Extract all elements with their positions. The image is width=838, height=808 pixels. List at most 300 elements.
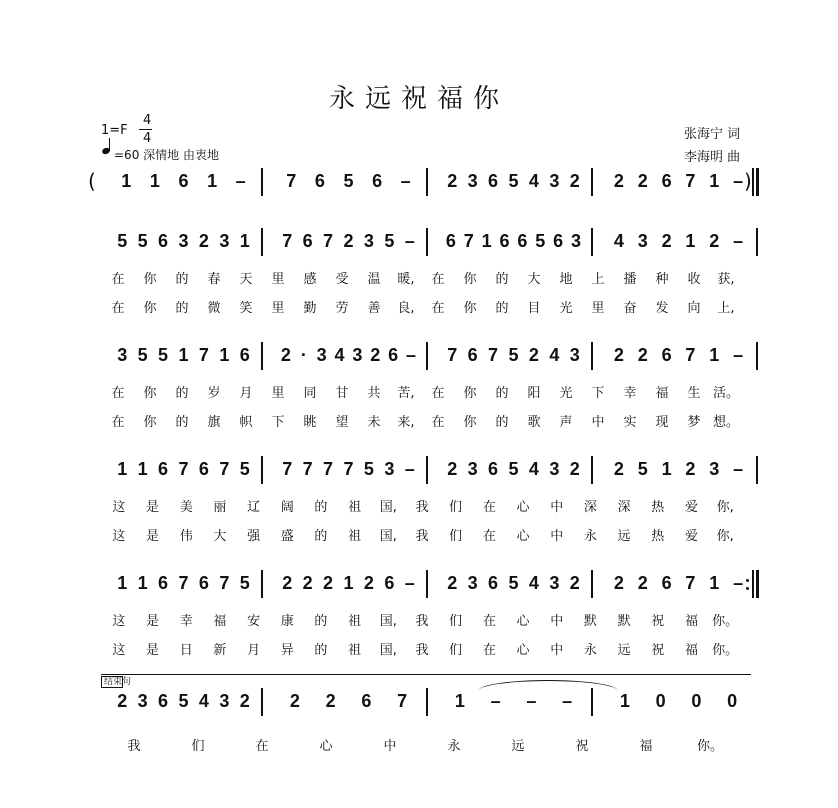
note: 1 xyxy=(137,573,148,593)
lyric-syllable: 中 xyxy=(550,614,564,629)
lyric-syllable: 你。 xyxy=(712,643,739,658)
lyric-syllable: 国, xyxy=(379,614,397,629)
note: 6 xyxy=(553,231,564,251)
volta-line xyxy=(101,674,751,675)
note: 6 xyxy=(467,345,478,365)
note: 7 xyxy=(685,345,696,365)
note: 1 xyxy=(481,231,492,251)
note: 6 xyxy=(384,573,395,593)
lyric-syllable: 是 xyxy=(146,643,160,658)
lyric-syllable: 祖 xyxy=(348,529,362,544)
note: 7 xyxy=(685,171,696,191)
note: 2 xyxy=(447,459,458,479)
note: 5 xyxy=(508,171,519,191)
lyrics-line xyxy=(90,496,755,516)
note: 7 xyxy=(282,459,293,479)
note: 2 xyxy=(198,231,209,251)
note: 6 xyxy=(661,573,672,593)
lyric-syllable: 声 xyxy=(559,415,573,430)
note: 2 xyxy=(569,459,580,479)
lyric-syllable: 在 xyxy=(482,614,496,629)
note: 2 xyxy=(117,691,128,711)
barline xyxy=(426,570,428,598)
note: 7 xyxy=(286,171,297,191)
lyric-syllable: 收 xyxy=(687,272,701,287)
lyric-syllable: 我 xyxy=(127,739,141,754)
lyric-syllable: 默 xyxy=(583,614,597,629)
note: 7 xyxy=(685,573,696,593)
note: 3 xyxy=(219,231,230,251)
barline xyxy=(591,168,593,196)
note: 7 xyxy=(323,231,334,251)
lyric-syllable: 下 xyxy=(271,415,285,430)
note: · xyxy=(300,345,307,365)
lyric-syllable: 美 xyxy=(179,500,193,515)
lyric-syllable: 的 xyxy=(175,301,189,316)
note: – xyxy=(733,345,744,365)
note: 1 xyxy=(619,691,630,711)
note: 3 xyxy=(709,459,720,479)
note: 3 xyxy=(219,691,230,711)
note: 5 xyxy=(508,573,519,593)
lyric-syllable: 的 xyxy=(314,643,328,658)
note: 6 xyxy=(388,345,399,365)
note: 3 xyxy=(467,171,478,191)
note: 1 xyxy=(149,171,160,191)
lyric-syllable: 在 xyxy=(482,500,496,515)
barline xyxy=(261,570,263,598)
note: 6 xyxy=(302,231,313,251)
note: 5 xyxy=(363,459,374,479)
note: 5 xyxy=(637,459,648,479)
lyric-syllable: 天 xyxy=(239,272,253,287)
song-title: 永远祝福你 xyxy=(328,84,509,114)
note: 7 xyxy=(447,345,458,365)
lyric-syllable: 里 xyxy=(591,301,605,316)
note: 5 xyxy=(384,231,395,251)
lyric-syllable: 新 xyxy=(213,643,227,658)
lyric-syllable: 你, xyxy=(716,500,734,515)
lyric-syllable: 这 xyxy=(112,500,126,515)
lyric-syllable: 在 xyxy=(431,301,445,316)
note: 1 xyxy=(709,171,720,191)
note: 2 xyxy=(325,691,336,711)
note: 1 xyxy=(117,459,128,479)
note: 2 xyxy=(447,573,458,593)
note: – xyxy=(733,171,744,191)
lyric-syllable: 祝 xyxy=(651,614,665,629)
note: 4 xyxy=(528,573,539,593)
note: 6 xyxy=(445,231,456,251)
lyric-syllable: 深 xyxy=(617,500,631,515)
note: – xyxy=(733,231,744,251)
note: 5 xyxy=(535,231,546,251)
lyric-syllable: 暖, xyxy=(397,272,415,287)
barline xyxy=(426,342,428,370)
note: 5 xyxy=(158,345,169,365)
note: 6 xyxy=(178,171,189,191)
lyric-syllable: 是 xyxy=(146,614,160,629)
lyricist-credit: 张海宁 词 xyxy=(684,127,741,142)
note: 3 xyxy=(467,459,478,479)
lyric-syllable: 梦 xyxy=(687,415,701,430)
lyric-syllable: 受 xyxy=(335,272,349,287)
note: 2 xyxy=(709,231,720,251)
note: 6 xyxy=(158,231,169,251)
lyric-syllable: 良, xyxy=(397,301,415,316)
note: 7 xyxy=(343,459,354,479)
lyric-syllable: 们 xyxy=(449,614,463,629)
notation-row xyxy=(90,168,755,196)
note: 5 xyxy=(239,573,250,593)
note: 6 xyxy=(372,171,383,191)
note: 2 xyxy=(613,345,624,365)
lyric-syllable: 获, xyxy=(717,272,735,287)
note: 5 xyxy=(343,171,354,191)
lyric-syllable: 们 xyxy=(191,739,205,754)
note: 7 xyxy=(198,345,209,365)
lyric-syllable: 心 xyxy=(516,614,530,629)
time-signature-numerator: 4 xyxy=(143,113,152,128)
note: 5 xyxy=(117,231,128,251)
barline xyxy=(591,456,593,484)
lyric-syllable: 福 xyxy=(639,739,653,754)
lyrics-line xyxy=(90,610,755,630)
lyric-syllable: 康 xyxy=(280,614,294,629)
barline xyxy=(426,456,428,484)
note: 3 xyxy=(316,345,327,365)
lyric-syllable: 大 xyxy=(213,529,227,544)
note: 2 xyxy=(613,573,624,593)
note: – xyxy=(733,459,744,479)
lyric-syllable: 光 xyxy=(559,386,573,401)
note: 7 xyxy=(282,231,293,251)
lyric-syllable: 在 xyxy=(431,386,445,401)
note: 1 xyxy=(117,573,128,593)
barline xyxy=(426,228,428,256)
lyric-syllable: 祝 xyxy=(651,643,665,658)
lyric-syllable: 下 xyxy=(591,386,605,401)
note: 7 xyxy=(219,459,230,479)
lyric-syllable: 春 xyxy=(207,272,221,287)
note: 4 xyxy=(528,171,539,191)
note: 2 xyxy=(323,573,334,593)
repeat-dot xyxy=(746,587,749,590)
lyric-syllable: 生 xyxy=(687,386,701,401)
lyric-syllable: 心 xyxy=(516,529,530,544)
lyrics-line xyxy=(90,411,755,431)
lyric-syllable: 上 xyxy=(591,272,605,287)
lyric-syllable: 中 xyxy=(591,415,605,430)
note: 2 xyxy=(528,345,539,365)
note: 3 xyxy=(137,691,148,711)
note: 3 xyxy=(384,459,395,479)
lyric-syllable: 在 xyxy=(111,415,125,430)
note: 6 xyxy=(158,573,169,593)
lyric-syllable: 的 xyxy=(175,415,189,430)
time-signature-line xyxy=(139,129,152,130)
lyric-syllable: 日 xyxy=(179,643,193,658)
note: 1 xyxy=(454,691,465,711)
note: 7 xyxy=(323,459,334,479)
lyric-syllable: 的 xyxy=(314,614,328,629)
lyric-syllable: 实 xyxy=(623,415,637,430)
barline xyxy=(261,342,263,370)
lyric-syllable: 的 xyxy=(175,386,189,401)
lyric-syllable: 苦, xyxy=(397,386,415,401)
lyric-syllable: 在 xyxy=(111,301,125,316)
lyric-syllable: 在 xyxy=(482,643,496,658)
lyric-syllable: 福 xyxy=(655,386,669,401)
note: 1 xyxy=(121,171,132,191)
lyric-syllable: 你 xyxy=(463,415,477,430)
lyric-syllable: 的 xyxy=(175,272,189,287)
lyric-syllable: 幸 xyxy=(623,386,637,401)
note: 7 xyxy=(219,573,230,593)
lyrics-line xyxy=(90,525,755,545)
lyric-syllable: 里 xyxy=(271,272,285,287)
lyric-syllable: 在 xyxy=(482,529,496,544)
note: 2 xyxy=(447,171,458,191)
note: – xyxy=(404,459,415,479)
note: 1 xyxy=(219,345,230,365)
lyric-syllable: 月 xyxy=(247,643,261,658)
lyric-syllable: 国, xyxy=(379,529,397,544)
lyric-syllable: 爱 xyxy=(684,500,698,515)
lyric-syllable: 望 xyxy=(335,415,349,430)
note: 1 xyxy=(709,345,720,365)
lyric-syllable: 温 xyxy=(367,272,381,287)
note: 4 xyxy=(613,231,624,251)
note: 1 xyxy=(137,459,148,479)
lyric-syllable: 默 xyxy=(617,614,631,629)
lyric-syllable: 在 xyxy=(255,739,269,754)
note: 3 xyxy=(549,573,560,593)
barline xyxy=(426,168,428,196)
barline xyxy=(426,688,428,716)
lyric-syllable: 播 xyxy=(623,272,637,287)
lyric-syllable: 国, xyxy=(379,500,397,515)
note: 2 xyxy=(280,345,291,365)
note: – xyxy=(733,573,744,593)
note: 6 xyxy=(314,171,325,191)
lyric-syllable: 来, xyxy=(397,415,415,430)
note: 5 xyxy=(239,459,250,479)
lyric-syllable: 你 xyxy=(143,301,157,316)
lyric-syllable: 你 xyxy=(463,301,477,316)
note: 1 xyxy=(343,573,354,593)
note: 6 xyxy=(198,573,209,593)
lyric-syllable: 深 xyxy=(583,500,597,515)
volta-label: 结束句 xyxy=(104,677,132,687)
lyric-syllable: 向 xyxy=(687,301,701,316)
note: 3 xyxy=(117,345,128,365)
note: 2 xyxy=(637,573,648,593)
lyric-syllable: 的 xyxy=(314,500,328,515)
open-paren: ( xyxy=(88,169,96,193)
lyric-syllable: 歌 xyxy=(527,415,541,430)
lyric-syllable: 在 xyxy=(431,415,445,430)
lyric-syllable: 你 xyxy=(463,272,477,287)
note: 6 xyxy=(488,171,499,191)
lyric-syllable: 在 xyxy=(431,272,445,287)
note: 5 xyxy=(508,459,519,479)
lyric-syllable: 上, xyxy=(717,301,735,316)
lyrics-line xyxy=(90,297,755,317)
lyric-syllable: 祖 xyxy=(348,614,362,629)
lyric-syllable: 现 xyxy=(655,415,669,430)
note: 1 xyxy=(178,345,189,365)
lyric-syllable: 永 xyxy=(583,643,597,658)
barline xyxy=(756,342,758,370)
barline xyxy=(261,168,263,196)
note: 5 xyxy=(508,345,519,365)
lyric-syllable: 善 xyxy=(367,301,381,316)
note: 5 xyxy=(178,691,189,711)
lyric-syllable: 这 xyxy=(112,614,126,629)
lyric-syllable: 微 xyxy=(207,301,221,316)
lyric-syllable: 地 xyxy=(559,272,573,287)
lyric-syllable: 心 xyxy=(516,500,530,515)
lyric-syllable: 盛 xyxy=(280,529,294,544)
note: 4 xyxy=(198,691,209,711)
barline xyxy=(261,688,263,716)
lyric-syllable: 劳 xyxy=(335,301,349,316)
barline xyxy=(756,228,758,256)
note: 2 xyxy=(569,573,580,593)
note: 5 xyxy=(137,231,148,251)
note: 6 xyxy=(239,345,250,365)
lyric-syllable: 爱 xyxy=(684,529,698,544)
note: – xyxy=(400,171,411,191)
note: 7 xyxy=(397,691,408,711)
lyrics-line xyxy=(90,639,755,659)
note: 0 xyxy=(727,691,738,711)
note: 5 xyxy=(137,345,148,365)
lyric-syllable: 你 xyxy=(463,386,477,401)
lyric-syllable: 祖 xyxy=(348,500,362,515)
repeat-dot xyxy=(746,579,749,582)
lyric-syllable: 祝 xyxy=(575,739,589,754)
note: – xyxy=(526,691,537,711)
barline xyxy=(756,570,759,598)
lyric-syllable: 的 xyxy=(495,386,509,401)
note: 6 xyxy=(158,459,169,479)
note: 4 xyxy=(334,345,345,365)
lyric-syllable: 感 xyxy=(303,272,317,287)
lyric-syllable: 远 xyxy=(617,529,631,544)
note: 2 xyxy=(637,345,648,365)
lyric-syllable: 远 xyxy=(511,739,525,754)
lyric-syllable: 岁 xyxy=(207,386,221,401)
lyric-syllable: 祖 xyxy=(348,643,362,658)
key-signature: 1=F xyxy=(101,123,128,138)
note: 7 xyxy=(178,459,189,479)
lyrics-line xyxy=(90,735,755,755)
lyric-syllable: 中 xyxy=(383,739,397,754)
lyric-syllable: 永 xyxy=(447,739,461,754)
lyric-syllable: 想。 xyxy=(712,415,740,430)
lyric-syllable: 帜 xyxy=(239,415,253,430)
note: 3 xyxy=(363,231,374,251)
note: – xyxy=(404,573,415,593)
barline xyxy=(591,688,593,716)
lyric-syllable: 伟 xyxy=(179,529,193,544)
lyric-syllable: 你, xyxy=(716,529,734,544)
note: – xyxy=(562,691,573,711)
lyric-syllable: 旗 xyxy=(207,415,221,430)
lyric-syllable: 福 xyxy=(684,614,698,629)
note: 7 xyxy=(302,459,313,479)
note: 1 xyxy=(239,231,250,251)
lyric-syllable: 幸 xyxy=(179,614,193,629)
note: 3 xyxy=(571,231,582,251)
lyric-syllable: 异 xyxy=(280,643,294,658)
lyric-syllable: 热 xyxy=(651,500,665,515)
lyric-syllable: 未 xyxy=(367,415,381,430)
lyric-syllable: 眺 xyxy=(303,415,317,430)
note: – xyxy=(406,345,417,365)
lyric-syllable: 你 xyxy=(143,386,157,401)
note: 2 xyxy=(637,171,648,191)
lyric-syllable: 种 xyxy=(655,272,669,287)
note: 6 xyxy=(661,171,672,191)
lyric-syllable: 我 xyxy=(415,529,429,544)
barline xyxy=(756,456,758,484)
lyric-syllable: 阔 xyxy=(280,500,294,515)
lyric-syllable: 福 xyxy=(684,643,698,658)
note: 4 xyxy=(549,345,560,365)
notation-row xyxy=(90,456,755,484)
lyric-syllable: 强 xyxy=(247,529,261,544)
note: – xyxy=(490,691,501,711)
lyric-syllable: 心 xyxy=(319,739,333,754)
lyric-syllable: 是 xyxy=(146,500,160,515)
lyric-syllable: 中 xyxy=(550,500,564,515)
note: 6 xyxy=(361,691,372,711)
note: 2 xyxy=(661,231,672,251)
lyric-syllable: 心 xyxy=(516,643,530,658)
note: 2 xyxy=(239,691,250,711)
lyric-syllable: 发 xyxy=(655,301,669,316)
lyric-syllable: 远 xyxy=(617,643,631,658)
lyric-syllable: 福 xyxy=(213,614,227,629)
lyric-syllable: 共 xyxy=(367,386,381,401)
lyric-syllable: 这 xyxy=(112,529,126,544)
lyric-syllable: 中 xyxy=(550,643,564,658)
lyric-syllable: 们 xyxy=(449,500,463,515)
lyric-syllable: 辽 xyxy=(247,500,261,515)
note: 2 xyxy=(302,573,313,593)
note: 3 xyxy=(178,231,189,251)
lyric-syllable: 热 xyxy=(651,529,665,544)
notation-row xyxy=(90,342,755,370)
note: 3 xyxy=(352,345,363,365)
note: 6 xyxy=(158,691,169,711)
note: 6 xyxy=(499,231,510,251)
quarter-note-stem xyxy=(109,138,110,151)
lyric-syllable: 安 xyxy=(247,614,261,629)
lyric-syllable: 丽 xyxy=(213,500,227,515)
lyric-syllable: 阳 xyxy=(527,386,541,401)
note: 2 xyxy=(363,573,374,593)
note: 7 xyxy=(178,573,189,593)
lyric-syllable: 笑 xyxy=(239,301,253,316)
note: 6 xyxy=(198,459,209,479)
note: 1 xyxy=(709,573,720,593)
note: 0 xyxy=(655,691,666,711)
lyric-syllable: 这 xyxy=(112,643,126,658)
